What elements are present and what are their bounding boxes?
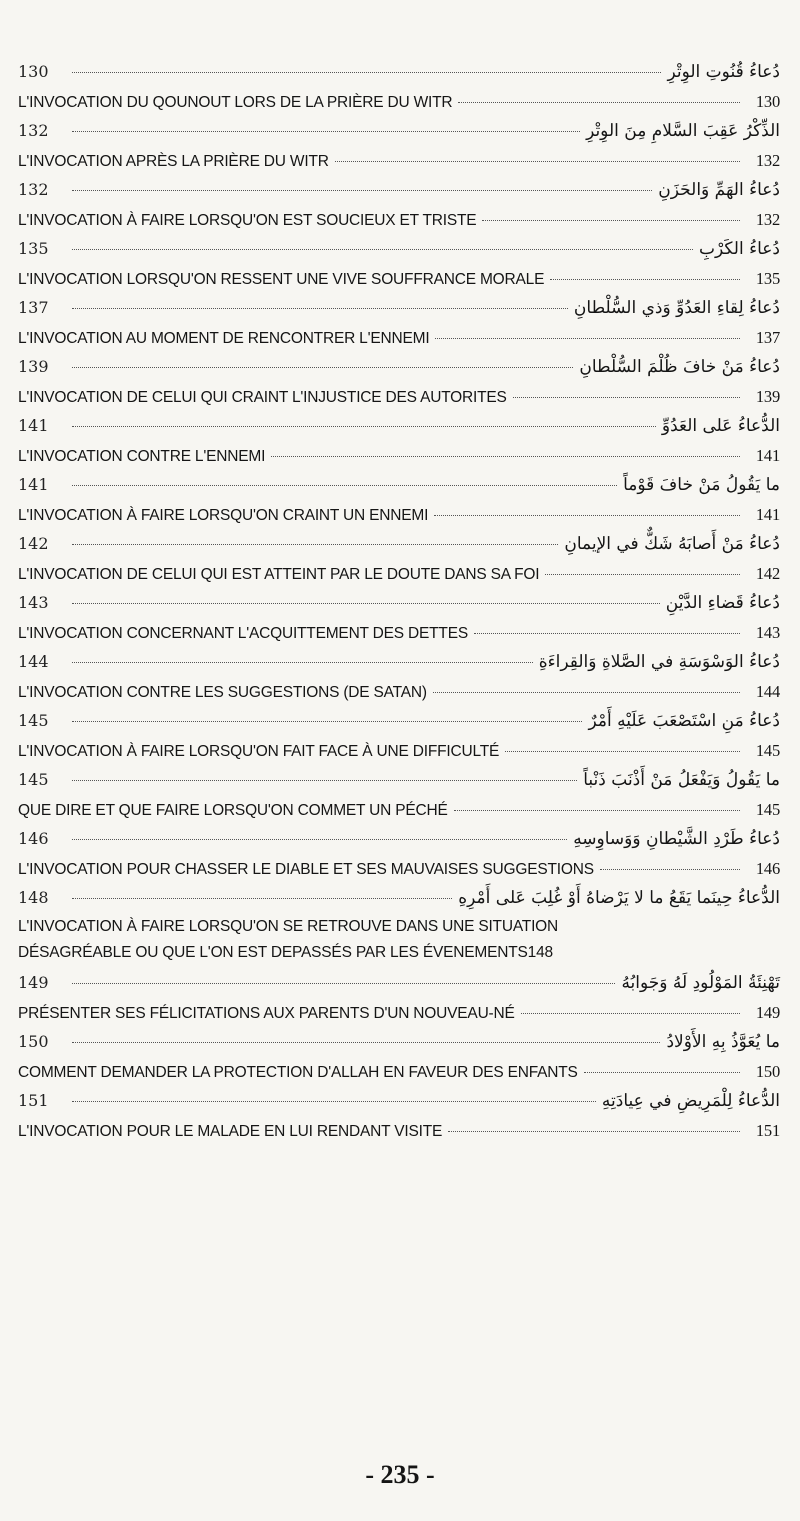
page-number: 142 — [755, 564, 780, 583]
leader-dots — [505, 751, 740, 752]
leader-dots — [72, 898, 452, 899]
french-title: COMMENT DEMANDER LA PROTECTION D'ALLAH EN FAVEUR DES ENFANTS — [18, 1064, 578, 1081]
leader-dots — [458, 102, 740, 103]
toc-arabic-entry — [18, 711, 780, 741]
toc-french-entry — [18, 151, 780, 180]
toc-french-entry — [18, 1003, 780, 1032]
arabic-title: دُعاءُ مَنْ أَصابَهُ شَكٌّ في الإيمانِ — [564, 534, 780, 554]
arabic-title: دُعاءُ مَنْ خافَ ظُلْمَ السُّلْطانِ — [579, 357, 780, 377]
leader-dots — [513, 397, 740, 398]
arabic-title: ما يَقُولُ وَيَفْعَلُ مَنْ أَذْنَبَ ذَنْباً — [583, 770, 780, 790]
toc-french-entry — [18, 505, 780, 534]
toc-french-entry — [18, 741, 780, 770]
toc-arabic-entry — [18, 888, 780, 918]
arabic-title: دُعاءُ الهَمِّ وَالحَزَنِ — [658, 180, 780, 200]
page-number: 137 — [18, 298, 49, 317]
french-title: L'INVOCATION CONTRE LES SUGGESTIONS (DE SATAN) — [18, 684, 427, 701]
page-number: 143 — [755, 623, 780, 642]
page-number: 142 — [18, 534, 49, 553]
leader-dots — [72, 426, 656, 427]
leader-dots — [72, 721, 582, 722]
toc-arabic-entry — [18, 534, 780, 564]
page-number: 141 — [18, 416, 49, 435]
toc-arabic-entry — [18, 652, 780, 682]
leader-dots — [72, 72, 661, 73]
leader-dots — [521, 1013, 740, 1014]
leader-dots — [72, 603, 660, 604]
page-number: 150 — [18, 1032, 49, 1051]
french-title: L'INVOCATION À FAIRE LORSQU'ON EST SOUCIEUX ET TRISTE — [18, 212, 477, 229]
page-number: 145 — [755, 800, 780, 819]
leader-dots — [482, 220, 740, 221]
french-title: L'INVOCATION POUR LE MALADE EN LUI RENDANT VISITE — [18, 1123, 443, 1140]
page-number: 144 — [755, 682, 780, 701]
page-number: 132 — [18, 121, 49, 140]
toc-french-entry — [18, 92, 780, 121]
arabic-title: الذِّكْرُ عَقِبَ السَّلامِ مِنَ الوِتْرِ — [586, 121, 780, 141]
page-number: 146 — [755, 859, 780, 878]
arabic-title: دُعاءُ الوَسْوَسَةِ في الصَّلاةِ وَالقِراءَةِ — [538, 652, 780, 672]
page-number: 151 — [18, 1091, 49, 1110]
page-number: 145 — [755, 741, 780, 760]
toc-arabic-entry — [18, 298, 780, 328]
page-number: 135 — [755, 269, 780, 288]
toc-french-entry — [18, 1062, 780, 1091]
arabic-title: الدُّعاءُ حِينَما يَقَعُ ما لا يَرْضاهُ أَوْ غُلِبَ عَلى أَمْرِهِ — [458, 888, 780, 908]
leader-dots — [434, 515, 740, 516]
leader-dots — [435, 338, 740, 339]
leader-dots — [545, 574, 740, 575]
page-number: 148 — [18, 888, 49, 907]
arabic-title: دُعاءُ طَرْدِ الشَّيْطانِ وَوَساوِسِهِ — [573, 829, 780, 849]
toc-arabic-entry — [18, 357, 780, 387]
arabic-title: الدُّعاءُ عَلى العَدُوِّ — [661, 416, 780, 436]
leader-dots — [72, 131, 580, 132]
page-number-footer: - 235 - — [365, 1460, 435, 1489]
page-number: 141 — [18, 475, 49, 494]
french-title: L'INVOCATION POUR CHASSER LE DIABLE ET SES MAUVAISES SUGGESTIONS — [18, 861, 594, 878]
page-number: 145 — [18, 770, 49, 789]
leader-dots — [72, 190, 652, 191]
page-number: 132 — [755, 151, 780, 170]
arabic-title: دُعاءُ قُنُوتِ الوِتْرِ — [667, 62, 780, 82]
leader-dots — [335, 161, 740, 162]
french-title: L'INVOCATION À FAIRE LORSQU'ON FAIT FACE À UNE DIFFICULTÉ — [18, 743, 500, 760]
toc-arabic-entry — [18, 770, 780, 800]
toc-arabic-entry — [18, 121, 780, 151]
leader-dots — [72, 308, 568, 309]
toc-arabic-entry — [18, 973, 780, 1003]
arabic-title: دُعاءُ قَضاءِ الدَّيْنِ — [665, 593, 780, 613]
page-number: 139 — [755, 387, 780, 406]
arabic-title: تَهْنِئَةُ المَوْلُودِ لَهُ وَجَوابُهُ — [621, 973, 780, 993]
leader-dots — [72, 485, 617, 486]
french-title: L'INVOCATION APRÈS LA PRIÈRE DU WITR — [18, 153, 329, 170]
page-number: 149 — [18, 973, 49, 992]
leader-dots — [584, 1072, 740, 1073]
toc-arabic-entry — [18, 593, 780, 623]
french-title: L'INVOCATION CONTRE L'ENNEMI — [18, 448, 266, 465]
toc-arabic-entry — [18, 475, 780, 505]
page-number: 151 — [755, 1121, 780, 1140]
toc-french-entry — [18, 682, 780, 711]
french-title: L'INVOCATION DE CELUI QUI CRAINT L'INJUSTICE DES AUTORITES — [18, 389, 507, 406]
leader-dots — [72, 662, 533, 663]
leader-dots — [550, 279, 740, 280]
arabic-title: الدُّعاءُ لِلْمَرِيضِ في عِيادَتِهِ — [601, 1091, 780, 1111]
leader-dots — [72, 1042, 660, 1043]
leader-dots — [600, 869, 740, 870]
arabic-title: دُعاءُ مَنِ اسْتَصْعَبَ عَلَيْهِ أَمْرٌ — [588, 711, 780, 731]
toc-french-entry — [18, 564, 780, 593]
page-number: 150 — [755, 1062, 780, 1081]
leader-dots — [433, 692, 740, 693]
page-number: 130 — [18, 62, 49, 81]
page-number: 135 — [18, 239, 49, 258]
page-number: 141 — [755, 446, 780, 465]
toc-french-entry — [18, 387, 780, 416]
toc-french-entry — [18, 623, 780, 652]
french-title: L'INVOCATION À FAIRE LORSQU'ON CRAINT UN ENNEMI — [18, 507, 429, 524]
page-number: 137 — [755, 328, 780, 347]
toc-french-entry — [18, 800, 780, 829]
toc-arabic-entry — [18, 829, 780, 859]
page-number: 139 — [18, 357, 49, 376]
leader-dots — [474, 633, 740, 634]
page-number: 149 — [755, 1003, 780, 1022]
leader-dots — [72, 367, 573, 368]
leader-dots — [72, 983, 615, 984]
french-title-line: L'INVOCATION À FAIRE LORSQU'ON SE RETROUVE DANS UNE SITUATION — [18, 918, 559, 935]
page-number: 141 — [755, 505, 780, 524]
arabic-title: ما يَقُولُ مَنْ خافَ قَوْماً — [623, 475, 780, 495]
page-number: 148 — [527, 944, 553, 961]
toc-arabic-entry — [18, 416, 780, 446]
leader-dots — [72, 249, 693, 250]
french-title: L'INVOCATION AU MOMENT DE RENCONTRER L'ENNEMI — [18, 330, 430, 347]
page-number: 146 — [18, 829, 49, 848]
page-number: 145 — [18, 711, 49, 730]
leader-dots — [271, 456, 740, 457]
french-title: PRÉSENTER SES FÉLICITATIONS AUX PARENTS D'UN NOUVEAU-NÉ — [18, 1005, 515, 1022]
arabic-title: ما يُعَوَّذُ بِهِ الأَوْلادُ — [666, 1032, 780, 1052]
french-title: L'INVOCATION CONCERNANT L'ACQUITTEMENT DES DETTES — [18, 625, 468, 642]
arabic-title: دُعاءُ لِقاءِ العَدُوِّ وَذي السُّلْطانِ — [573, 298, 780, 318]
french-title: L'INVOCATION DE CELUI QUI EST ATTEINT PAR LE DOUTE DANS SA FOI — [18, 566, 540, 583]
french-title: L'INVOCATION DU QOUNOUT LORS DE LA PRIÈRE DU WITR — [18, 94, 453, 111]
leader-dots — [72, 839, 567, 840]
toc-french-entry — [18, 859, 780, 888]
toc-french-entry — [18, 918, 780, 973]
french-title: QUE DIRE ET QUE FAIRE LORSQU'ON COMMET UN PÉCHÉ — [18, 802, 448, 819]
page-number: 143 — [18, 593, 49, 612]
french-title: L'INVOCATION LORSQU'ON RESSENT UNE VIVE SOUFFRANCE MORALE — [18, 271, 545, 288]
leader-dots — [72, 780, 577, 781]
table-of-contents — [18, 62, 780, 1150]
toc-arabic-entry — [18, 62, 780, 92]
toc-french-entry — [18, 1121, 780, 1150]
page-number: 130 — [755, 92, 780, 111]
toc-french-entry — [18, 269, 780, 298]
leader-dots — [72, 544, 558, 545]
toc-arabic-entry — [18, 180, 780, 210]
leader-dots — [448, 1131, 740, 1132]
toc-french-entry — [18, 446, 780, 475]
leader-dots — [454, 810, 740, 811]
page-number: 132 — [755, 210, 780, 229]
page-number: 132 — [18, 180, 49, 199]
page-number: 144 — [18, 652, 49, 671]
toc-french-entry — [18, 210, 780, 239]
french-title-line: DÉSAGRÉABLE OU QUE L'ON EST DEPASSÉS PAR LES ÉVENEMENTS — [18, 944, 528, 961]
toc-french-entry — [18, 328, 780, 357]
toc-arabic-entry — [18, 1032, 780, 1062]
leader-dots — [72, 1101, 596, 1102]
toc-arabic-entry — [18, 1091, 780, 1121]
toc-arabic-entry — [18, 239, 780, 269]
arabic-title: دُعاءُ الكَرْبِ — [699, 239, 780, 259]
